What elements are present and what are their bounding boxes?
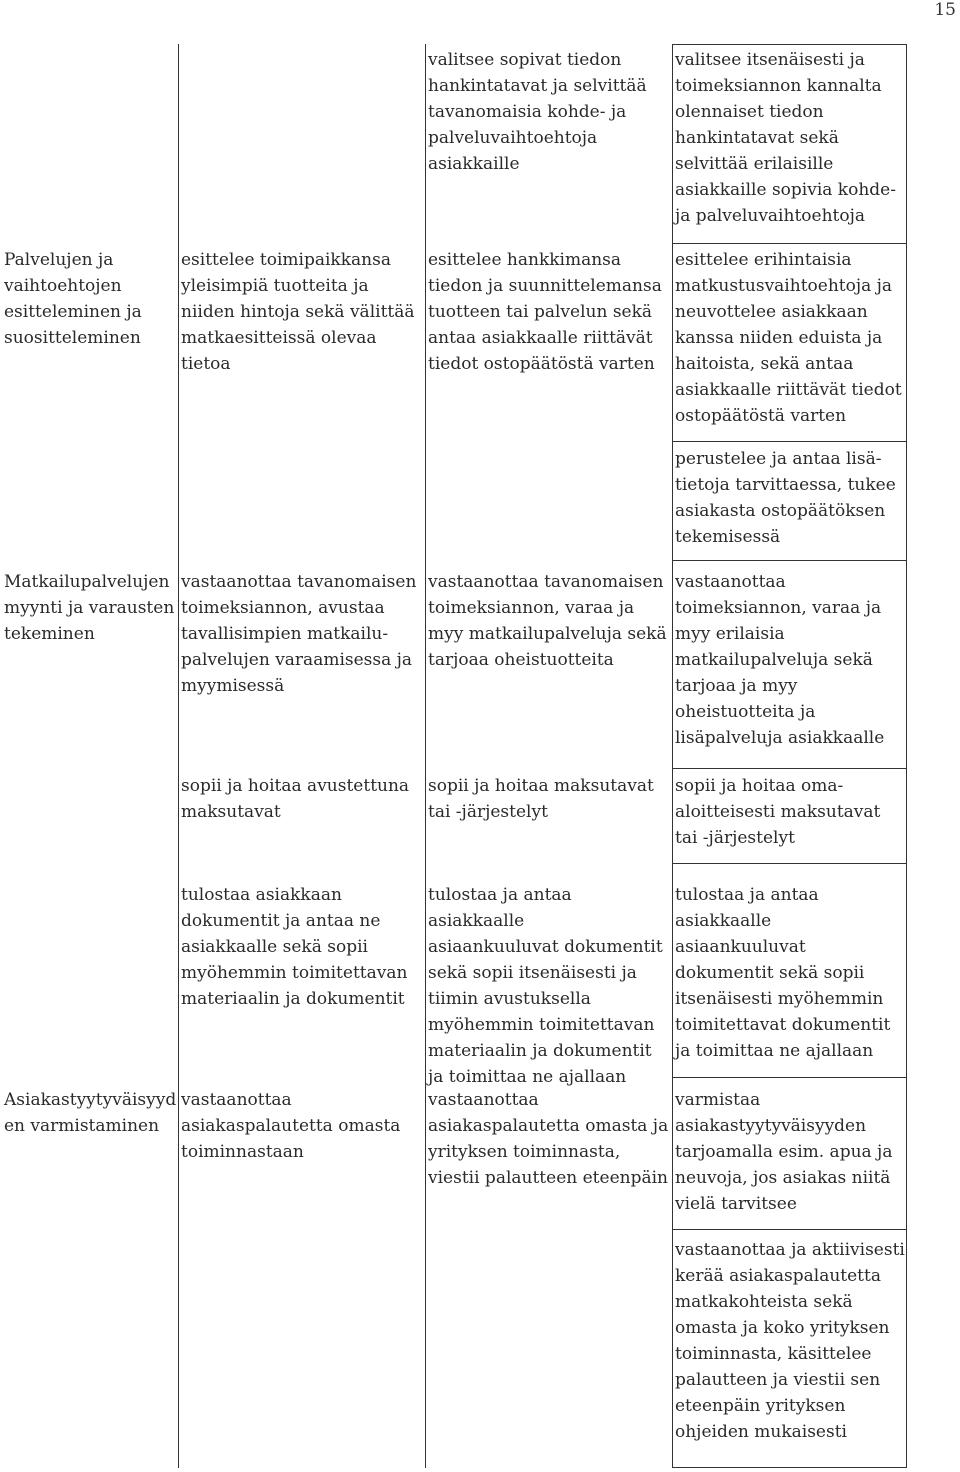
- table-cell: vastaanottaa tavanomaisen toimeksiannon, varaa ja myy matkailupalveluja sekä tarjoaa oheistuotteita: [428, 572, 667, 670]
- grid-hline: [672, 1229, 907, 1230]
- table-cell: esittelee toimipaikkansa yleisimpiä tuotteita ja niiden hintoja sekä välittää matkaesitteissä olevaa tietoa: [181, 250, 415, 374]
- table-cell: vastaanottaa asiakaspalautetta omasta ja yrityksen toiminnasta, viestii palautteen eteenpäin: [428, 1090, 669, 1188]
- table-cell: tulostaa ja antaa asiakkaalle asiaankuuluvat dokumentit sekä sopii itsenäisesti ja tiimin avustuksella myöhemmin toimitettavan materiaalin ja dokumentit ja toimittaa ne ajallaan: [428, 885, 663, 1087]
- page-number: 15: [934, 0, 956, 20]
- table-cell: Matkailupalvelujen myynti ja varausten tekeminen: [4, 572, 175, 644]
- table-cell: tulostaa asiakkaan dokumentit ja antaa ne asiakkaalle sekä sopii myöhemmin toimitettavan materiaalin ja dokumentit: [181, 885, 408, 1009]
- table-cell: vastaanottaa asiakaspalautetta omasta toiminnastaan: [181, 1090, 401, 1162]
- table-cell: vastaanottaa ja aktiivisesti kerää asiakaspalautetta matkakohteista sekä omasta ja koko yrityksen toiminnasta, käsittelee palautteen ja viestii sen eteenpäin yrityksen ohjeiden mukaisesti: [675, 1240, 905, 1442]
- grid-hline: [672, 1467, 907, 1468]
- grid-hline: [672, 768, 907, 769]
- grid-hline: [672, 441, 907, 442]
- table-cell: tulostaa ja antaa asiakkaalle asiaankuuluvat dokumentit sekä sopii itsenäisesti myöhemmin toimitettavat dokumentit ja toimittaa ne ajallaan: [675, 885, 891, 1061]
- table-cell: valitsee itsenäisesti ja toimeksiannon kannalta olennaiset tiedon hankintatavat sekä selvittää erilaisille asiakkaille sopivia kohde- ja palveluvaihtoehtoja: [675, 50, 896, 226]
- table-cell: valitsee sopivat tiedon hankintatavat ja selvittää tavanomaisia kohde- ja palveluvaihtoehtoja asiakkaille: [428, 50, 647, 174]
- table-cell: sopii ja hoitaa avustettuna maksutavat: [181, 776, 410, 822]
- table-cell: sopii ja hoitaa maksutavat tai -järjestelyt: [428, 776, 654, 822]
- table-cell: vastaanottaa tavanomaisen toimeksiannon, avustaa tavallisimpien matkailu- palvelujen varaamisessa ja myymisessä: [181, 572, 417, 696]
- grid-vline: [178, 44, 179, 1468]
- table-cell: esittelee erihintaisia matkustusvaihtoehtoja ja neuvottelee asiakkaan kanssa niiden eduista ja haitoista, sekä antaa asiakkaalle riittävät tiedot ostopäätöstä varten: [675, 250, 902, 426]
- grid-vline: [425, 44, 426, 1468]
- grid-hline: [672, 1077, 907, 1078]
- grid-hline: [672, 243, 907, 244]
- table-cell: perustelee ja antaa lisä- tietoja tarvittaessa, tukee asiakasta ostopäätöksen tekemisessä: [675, 449, 896, 547]
- table-cell: esittelee hankkimansa tiedon ja suunnittelemansa tuotteen tai palvelun sekä antaa asiakkaalle riittävät tiedot ostopäätöstä varten: [428, 250, 662, 374]
- table-cell: Palvelujen ja vaihtoehtojen esitteleminen ja suositteleminen: [4, 250, 142, 348]
- grid-hline: [672, 863, 907, 864]
- grid-hline: [672, 560, 907, 561]
- grid-hline: [672, 44, 907, 45]
- table-cell: vastaanottaa toimeksiannon, varaa ja myy erilaisia matkailupalveluja sekä tarjoaa ja myy oheistuotteita ja lisäpalveluja asiakkaalle: [675, 572, 885, 748]
- table-cell: Asiakastyytyväisyyd en varmistaminen: [4, 1090, 177, 1136]
- table-cell: sopii ja hoitaa oma- aloitteisesti maksutavat tai -järjestelyt: [675, 776, 881, 848]
- grid-vline: [672, 44, 673, 1468]
- table-cell: varmistaa asiakastyytyväisyyden tarjoamalla esim. apua ja neuvoja, jos asiakas niitä vielä tarvitsee: [675, 1090, 893, 1214]
